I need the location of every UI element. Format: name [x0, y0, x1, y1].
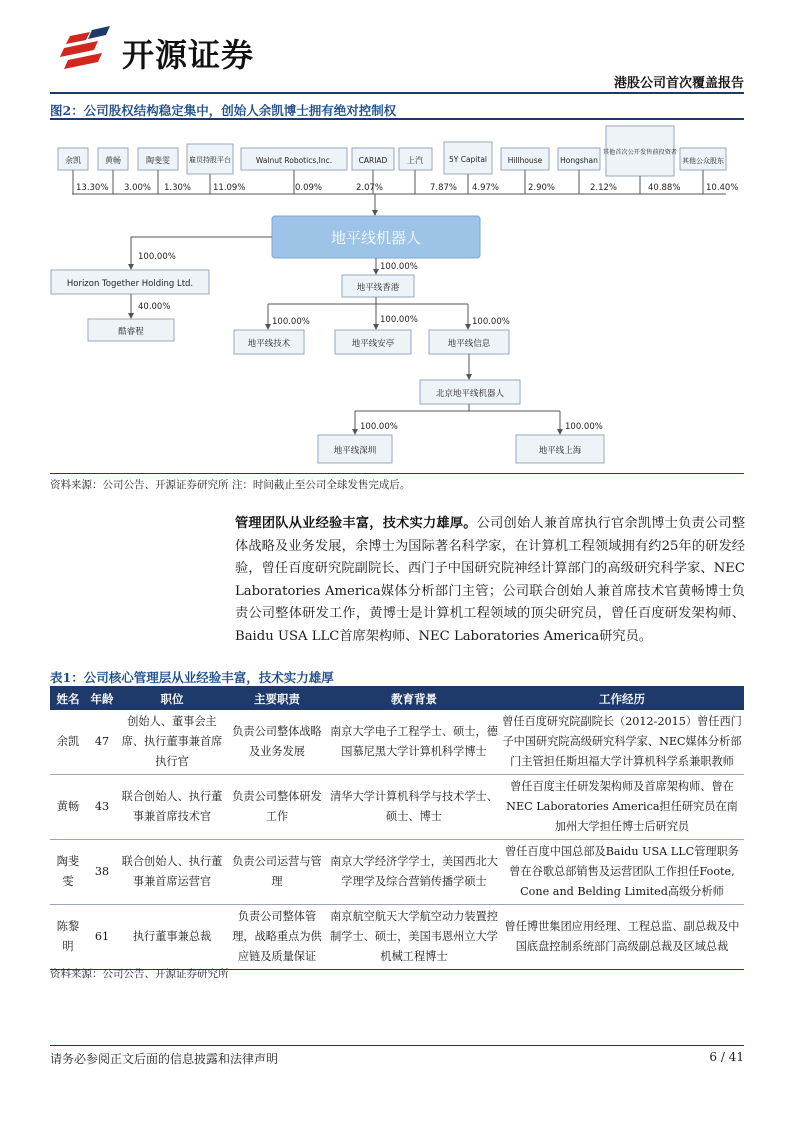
shareholder-pct: 4.97% [472, 183, 500, 193]
cell-duty: 负责公司运营与管理 [226, 840, 328, 905]
col-header-work: 工作经历 [500, 688, 744, 710]
shareholder-name: Hongshan [560, 156, 598, 165]
shareholder-name: 其他首次公开发售前投资者 [602, 149, 678, 156]
shareholder-box [501, 148, 549, 170]
tech-box [234, 330, 304, 354]
kuruicheng-name: 酷睿程 [118, 327, 144, 337]
table-header-row [50, 688, 744, 710]
management-table [50, 688, 744, 970]
cell-work: 曾任百度主任研发架构师及首席架构师、曾在NEC Laboratories America担任研究员在南加州大学担任博士后研究员 [500, 775, 744, 840]
hk-name: 地平线香港 [356, 283, 400, 293]
htg-pct: 100.00% [138, 252, 176, 262]
main-entity-box [272, 216, 480, 258]
shareholder-pct: 0.09% [295, 183, 323, 193]
cell-edu: 南京航空航天大学航空动力装置控制学士、硕士，美国韦恩州立大学机械工程博士 [328, 905, 500, 970]
main-entity-name: 地平线机器人 [330, 229, 422, 247]
brand-name: 开源证券 [122, 36, 255, 74]
shareholder-box [241, 148, 347, 170]
shareholder-pct: 2.12% [590, 183, 618, 193]
shareholder-pct: 2.07% [356, 183, 384, 193]
htg-name: Horizon Together Holding Ltd. [66, 279, 194, 289]
shareholder-pct: 2.90% [528, 183, 556, 193]
header-divider [50, 92, 744, 94]
cell-name: 余凯 [50, 710, 86, 775]
cell-name: 陶斐雯 [50, 840, 86, 905]
beijing-box [420, 380, 520, 404]
shareholder-name: 陶斐雯 [146, 156, 170, 165]
cell-duty: 负责公司整体研发工作 [226, 775, 328, 840]
cell-duty: 负责公司整体战略及业务发展 [226, 710, 328, 775]
kuruicheng-pct: 40.00% [138, 302, 171, 312]
table-row [50, 905, 744, 970]
management-paragraph [235, 513, 745, 648]
shareholder-percentages [76, 183, 738, 193]
shareholder-box [98, 148, 128, 170]
shareholder-name: 其他公众股东 [682, 157, 724, 165]
figure-bottom-divider [50, 473, 744, 474]
shareholder-name: CARIAD [358, 156, 388, 165]
shanghai-pct: 100.00% [565, 422, 603, 432]
cell-position: 执行董事兼总裁 [118, 905, 226, 970]
cell-edu: 南京大学经济学学士，美国西北大学理学及综合营销传播学硕士 [328, 840, 500, 905]
col-header-position: 职位 [118, 688, 226, 710]
paragraph-lead: 管理团队从业经验丰富，技术实力雄厚。 [235, 516, 477, 531]
cell-position: 创始人、董事会主席、执行董事兼首席执行官 [118, 710, 226, 775]
col-header-duty: 主要职责 [226, 688, 328, 710]
col-header-age: 年龄 [86, 688, 118, 710]
shareholder-name: 雇员持股平台 [189, 156, 231, 164]
cell-duty: 负责公司整体管理，战略重点为供应链及质量保证 [226, 905, 328, 970]
cell-age: 47 [86, 710, 118, 775]
cell-age: 43 [86, 775, 118, 840]
shareholder-box [680, 148, 726, 170]
htg-box [51, 270, 209, 294]
shareholder-boxes [58, 126, 726, 176]
info-pct: 100.00% [472, 317, 510, 327]
shareholder-pct: 3.00% [124, 183, 152, 193]
info-box [429, 330, 509, 354]
shenzhen-pct: 100.00% [360, 422, 398, 432]
brand-logo [60, 26, 290, 72]
hk-pct: 100.00% [380, 262, 418, 272]
footer-divider [50, 1045, 744, 1046]
shareholder-pct: 10.40% [706, 183, 739, 193]
cell-position: 联合创始人、执行董事兼首席运营官 [118, 840, 226, 905]
shareholder-pct: 13.30% [76, 183, 109, 193]
figure-title: 图2：公司股权结构稳定集中，创始人余凯博士拥有绝对控制权 [50, 103, 397, 118]
shareholder-pct: 11.09% [213, 183, 246, 193]
page-number: 6 / 41 [709, 1050, 744, 1064]
col-header-name: 姓名 [50, 688, 86, 710]
table-title: 表1：公司核心管理层从业经验丰富，技术实力雄厚 [50, 670, 334, 685]
cell-work: 曾任博世集团应用经理、工程总监、副总裁及中国底盘控制系统部门高级副总裁及区域总裁 [500, 905, 744, 970]
table-row [50, 840, 744, 905]
shenzhen-name: 地平线深圳 [333, 446, 377, 456]
beijing-name: 北京地平线机器人 [435, 389, 505, 399]
info-name: 地平线信息 [447, 339, 491, 349]
shareholder-name: 余凯 [65, 156, 81, 165]
paragraph-body: 公司创始人兼首席执行官余凯博士负责公司整体战略及业务发展，余博士为国际著名科学家，在计算机工程领域拥有约25年的研发经验，曾任百度研究院副院长、西门子中国研究院神经计算部门的高级研究科学家、NEC Laboratories America媒体分析部门主管；公司联合创始人兼首席技术官黄畅博士负责公司整体研发工作，黄博士是计算机工程领域的顶尖研究员，曾任百度研发架构师、Baidu USA LLC首席架构师、NEC Laboratories America研究员。 [235, 516, 746, 644]
report-type: 港股公司首次覆盖报告 [613, 76, 744, 91]
table-row [50, 710, 744, 775]
shareholder-name: 5Y Capital [448, 155, 488, 164]
brand-logo-mark-icon [60, 26, 116, 72]
cell-edu: 清华大学计算机科学与技术学士、硕士、博士 [328, 775, 500, 840]
tech-name: 地平线技术 [247, 339, 291, 349]
hk-box [342, 275, 414, 297]
safety-name: 地平线安亭 [351, 339, 395, 349]
cell-name: 黄畅 [50, 775, 86, 840]
shareholder-box [558, 148, 600, 170]
figure-source: 资料来源：公司公告、开源证券研究所 注：时间截止至公司全球发售完成后。 [50, 479, 411, 491]
shareholder-pct: 1.30% [164, 183, 192, 193]
cell-edu: 南京大学电子工程学士、硕士，德国慕尼黑大学计算机科学博士 [328, 710, 500, 775]
safety-box [335, 330, 411, 354]
shareholder-box [444, 142, 492, 174]
col-header-edu: 教育背景 [328, 688, 500, 710]
shareholder-box [187, 144, 233, 174]
shanghai-box [516, 435, 604, 463]
shareholder-name: Walnut Robotics,Inc. [255, 156, 333, 165]
shanghai-name: 地平线上海 [538, 446, 582, 456]
shareholder-box [603, 126, 677, 176]
safety-pct: 100.00% [380, 315, 418, 325]
shareholder-box [399, 148, 432, 170]
shareholder-box [138, 148, 178, 170]
shareholder-pct: 7.87% [430, 183, 458, 193]
table-row [50, 775, 744, 840]
shareholder-name: Hillhouse [507, 156, 543, 165]
cell-name: 陈黎明 [50, 905, 86, 970]
ownership-diagram [50, 120, 744, 472]
shareholder-pct: 40.88% [648, 183, 681, 193]
cell-position: 联合创始人、执行董事兼首席技术官 [118, 775, 226, 840]
shareholder-box [352, 148, 394, 170]
cell-age: 38 [86, 840, 118, 905]
cell-age: 61 [86, 905, 118, 970]
table-source: 资料来源：公司公告、开源证券研究所 [50, 968, 229, 980]
shenzhen-box [318, 435, 392, 463]
shareholder-name: 黄畅 [105, 156, 121, 165]
footer-disclaimer: 请务必参阅正文后面的信息披露和法律声明 [50, 1052, 279, 1066]
shareholder-name: 上汽 [407, 156, 423, 165]
cell-work: 曾任百度中国总部及Baidu USA LLC管理职务曾在谷歌总部销售及运营团队工作担任Foote, Cone and Belding Limited高级分析师 [500, 840, 744, 905]
kuruicheng-box [88, 319, 174, 341]
cell-work: 曾任百度研究院副院长（2012-2015）曾任西门子中国研究院高级研究科学家、NEC媒体分析部门主管担任斯坦福大学计算机科学系兼职教师 [500, 710, 744, 775]
shareholder-box [58, 148, 88, 170]
tech-pct: 100.00% [272, 317, 310, 327]
